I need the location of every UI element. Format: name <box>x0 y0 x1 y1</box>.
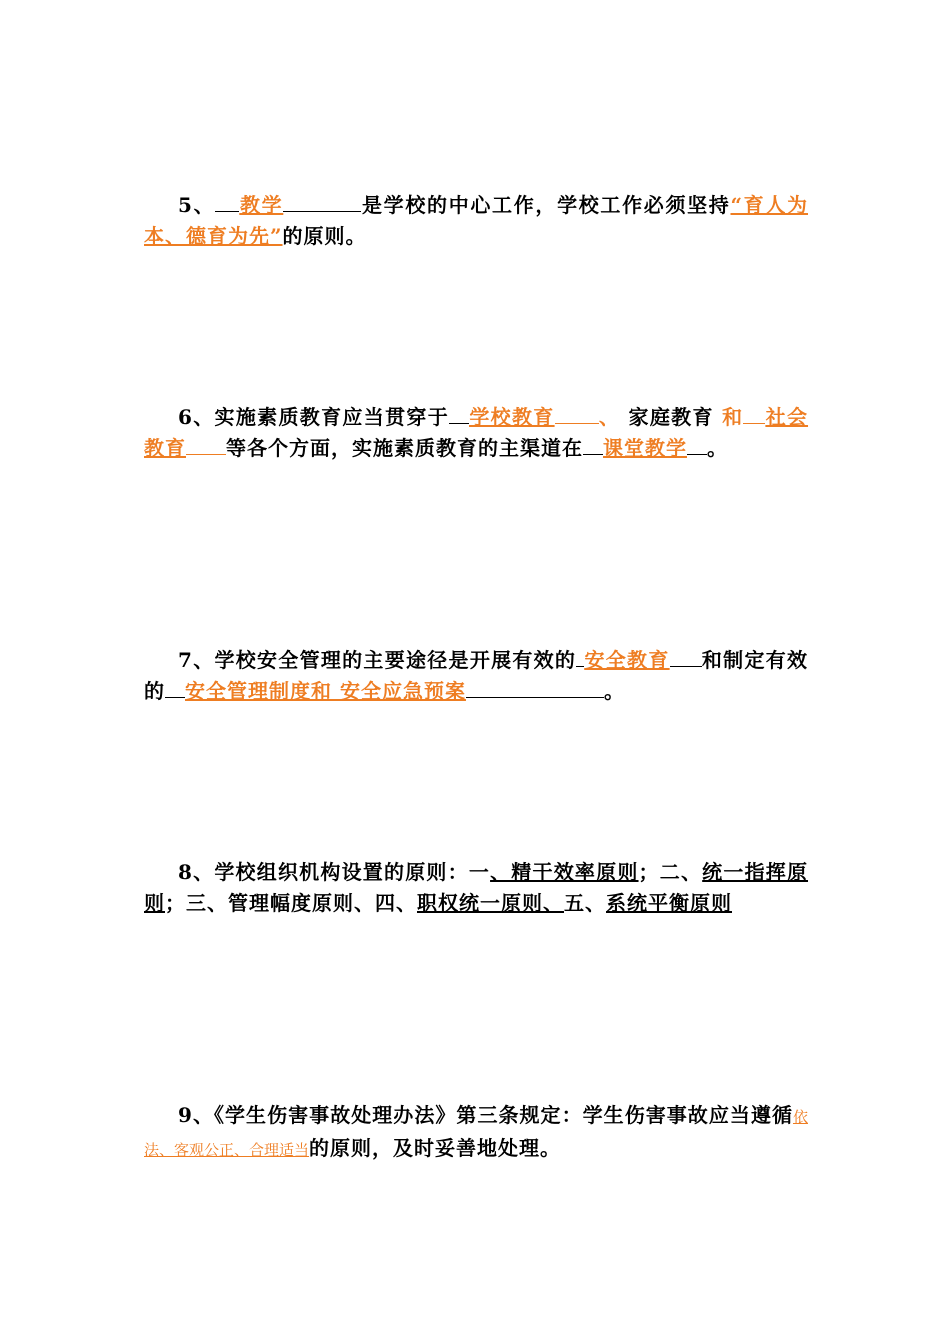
question-8 <box>144 857 808 919</box>
q6-answer-and: 和 <box>722 405 744 429</box>
q7-text-3: 。 <box>603 679 625 703</box>
q8-text-1: 8、学校组织机构设置的原则：一 <box>178 860 491 884</box>
question-7 <box>144 645 808 707</box>
question-5 <box>144 190 808 252</box>
q6-answer-2: 社会教育 <box>144 405 809 460</box>
q9-answer-1: 依法、客观公正、合理适当 <box>144 1108 808 1159</box>
q6-answer-1: 学校教育 <box>469 405 555 429</box>
q6-text-3: 。 <box>707 436 728 460</box>
question-9 <box>144 1100 808 1166</box>
question-6 <box>144 402 808 464</box>
q8-text-4: 五、 <box>564 891 606 915</box>
q8-text-2: ；二、 <box>638 860 703 884</box>
q7-answer-1: 安全教育 <box>584 648 670 672</box>
q6-answer-3: 课堂教学 <box>603 436 687 460</box>
q6-text-2: 等各个方面，实施素质教育的主渠道在 <box>226 436 583 460</box>
q8-principle-5: 系统平衡原则 <box>606 891 732 915</box>
q6-text-mid: 家庭教育 <box>620 405 723 429</box>
blank-line <box>215 191 239 212</box>
q6-separator: 、 <box>598 405 621 429</box>
blank-line <box>687 434 707 455</box>
blank-line <box>449 403 469 424</box>
q8-principle-4: 职权统一原则、 <box>417 891 564 915</box>
q7-answer-2: 安全管理制度和 安全应急预案 <box>185 679 466 703</box>
q6-number: 6、实施素质教育应当贯穿于 <box>178 405 450 429</box>
q8-principle-2: 统一指挥原则 <box>144 860 809 915</box>
q7-text-1: 7、学校安全管理的主要途径是开展有效的 <box>178 648 577 672</box>
blank-line <box>186 434 226 455</box>
blank-line <box>165 677 185 698</box>
blank-line <box>583 434 603 455</box>
q9-text-1: 9、《学生伤害事故处理办法》第三条规定：学生伤害事故应当遵循 <box>178 1103 793 1127</box>
blank-line <box>743 403 765 424</box>
q5-answer-2: “育人为本、德育为先” <box>144 193 809 248</box>
q9-text-2: 的原则，及时妥善地处理。 <box>309 1136 562 1160</box>
q5-number: 5、 <box>178 193 216 217</box>
q5-answer-1: 教学 <box>239 193 284 217</box>
blank-line <box>555 403 599 424</box>
blank-line <box>670 646 702 667</box>
q8-principle-1: 、精干效率原则 <box>490 860 639 884</box>
q8-text-3: ；三、管理幅度原则、四、 <box>165 891 417 915</box>
q7-text-2: 和制定有效的 <box>144 648 809 703</box>
blank-line <box>283 191 361 212</box>
q5-text-2: 的原则。 <box>282 224 367 248</box>
blank-line <box>466 677 604 698</box>
q5-text-1: 是学校的中心工作，学校工作必须坚持 <box>361 193 731 217</box>
